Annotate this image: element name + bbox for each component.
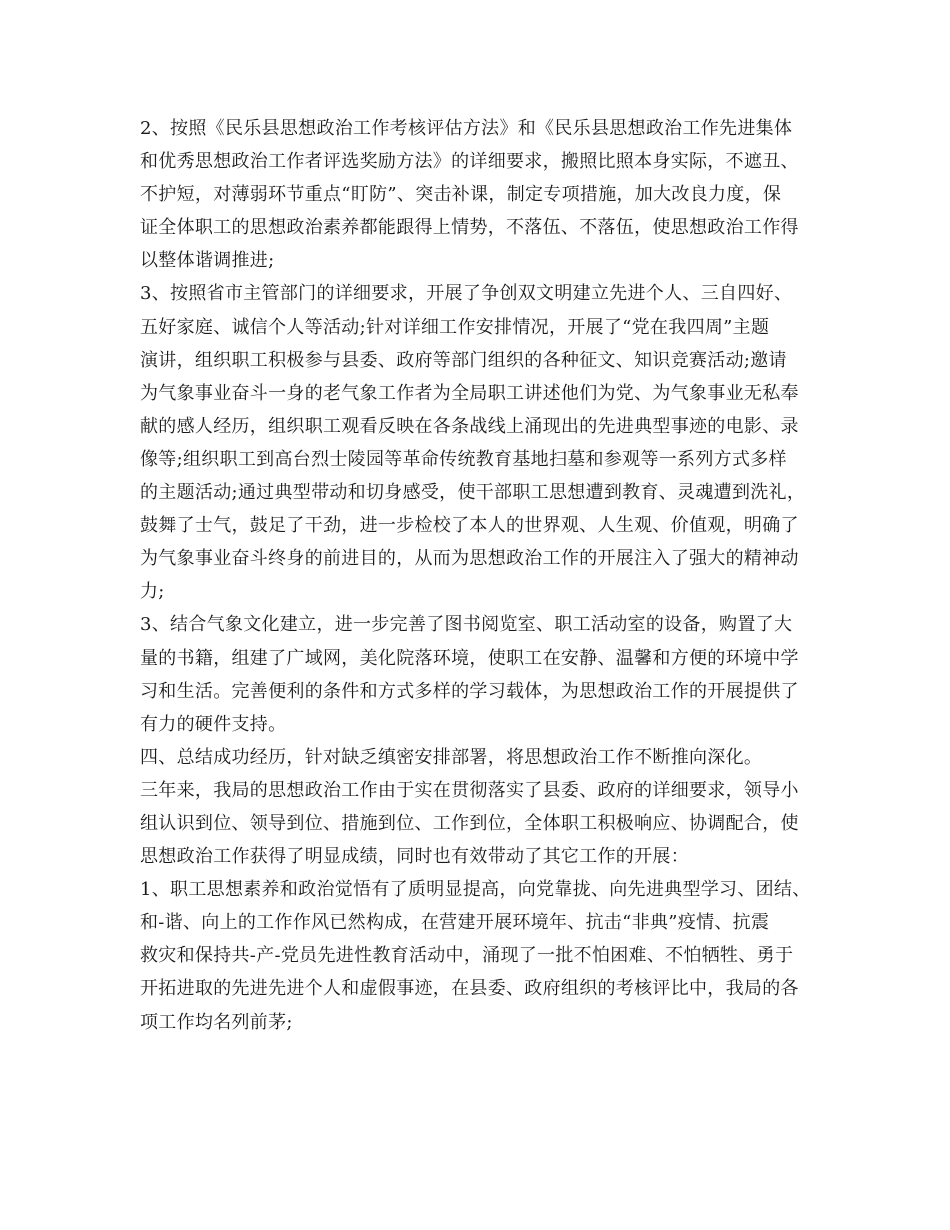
text-line: 五好家庭、诚信个人等活动;针对详细工作安排情况，开展了“党在我四周”主题 [140,316,770,338]
text-line: 的主题活动;通过典型带动和切身感受，使干部职工思想遭到教育、灵魂遭到洗礼， [140,482,806,504]
text-line: 有力的硬件支持。 [140,713,287,735]
text-line: 为气象事业奋斗终身的前进目的，从而为思想政治工作的开展注入了强大的精神动 [140,548,799,570]
text-line: 不护短，对薄弱环节重点“盯防”、突击补课，制定专项措施，加大改良力度，保 [140,184,782,206]
text-line: 和优秀思想政治工作者评选奖励方法》的详细要求，搬照比照本身实际，不遮丑、 [140,151,799,173]
text-line: 力; [140,581,165,603]
text-line: 量的书籍，组建了广域网，美化院落环境，使职工在安静、温馨和方便的环境中学 [140,647,799,669]
text-line: 3、结合气象文化建立，进一步完善了图书阅览室、职工活动室的设备，购置了大 [140,614,793,636]
text-line: 以整体谐调推进; [140,250,275,272]
section-heading: 四、总结成功经历，针对缺乏缜密安排部署，将思想政治工作不断推向深化。 [140,746,763,768]
text-line: 演讲，组织职工积极参与县委、政府等部门组织的各种征文、知识竞赛活动;邀请 [140,349,787,371]
text-line: 3、按照省市主管部门的详细要求，开展了争创双文明建立先进个人、三自四好、 [140,283,793,305]
text-line: 献的感人经历，组织职工观看反映在各条战线上涌现出的先进典型事迹的电影、录 [140,415,799,437]
text-line: 和-谐、向上的工作作风已然构成，在营建开展环境年、抗击“非典”疫情、抗震 [140,912,770,934]
text-line: 救灾和保持共-产-党员先进性教育活动中，涌现了一批不怕困难、不怕牺牲、勇于 [140,945,794,967]
text-line: 1、职工思想素养和政治觉悟有了质明显提高，向党靠拢、向先进典型学习、团结、 [140,879,811,901]
text-line: 习和生活。完善便利的条件和方式多样的学习载体，为思想政治工作的开展提供了 [140,680,799,702]
text-line: 2、按照《民乐县思想政治工作考核评估方法》和《民乐县思想政治工作先进集体 [140,118,793,139]
text-line: 像等;组织职工到高台烈士陵园等革命传统教育基地扫墓和参观等一系列方式多样 [140,448,787,470]
text-line: 三年来，我局的思想政治工作由于实在贯彻落实了县委、政府的详细要求，领导小 [140,779,799,801]
text-line: 项工作均名列前茅; [140,1011,293,1033]
text-line: 组认识到位、领导到位、措施到位、工作到位，全体职工积极响应、协调配合，使 [140,812,799,834]
document-body [140,112,820,1039]
text-line: 为气象事业奋斗一身的老气象工作者为全局职工讲述他们为党、为气象事业无私奉 [140,382,799,404]
text-line: 思想政治工作获得了明显成绩，同时也有效带动了其它工作的开展： [140,846,689,868]
text-line: 鼓舞了士气，鼓足了干劲，进一步检校了本人的世界观、人生观、价值观，明确了 [140,515,799,537]
text-line: 开拓进取的先进先进个人和虚假事迹，在县委、政府组织的考核评比中，我局的各 [140,978,799,1000]
text-line: 证全体职工的思想政治素养都能跟得上情势，不落伍、不落伍，使思想政治工作得 [140,217,799,239]
